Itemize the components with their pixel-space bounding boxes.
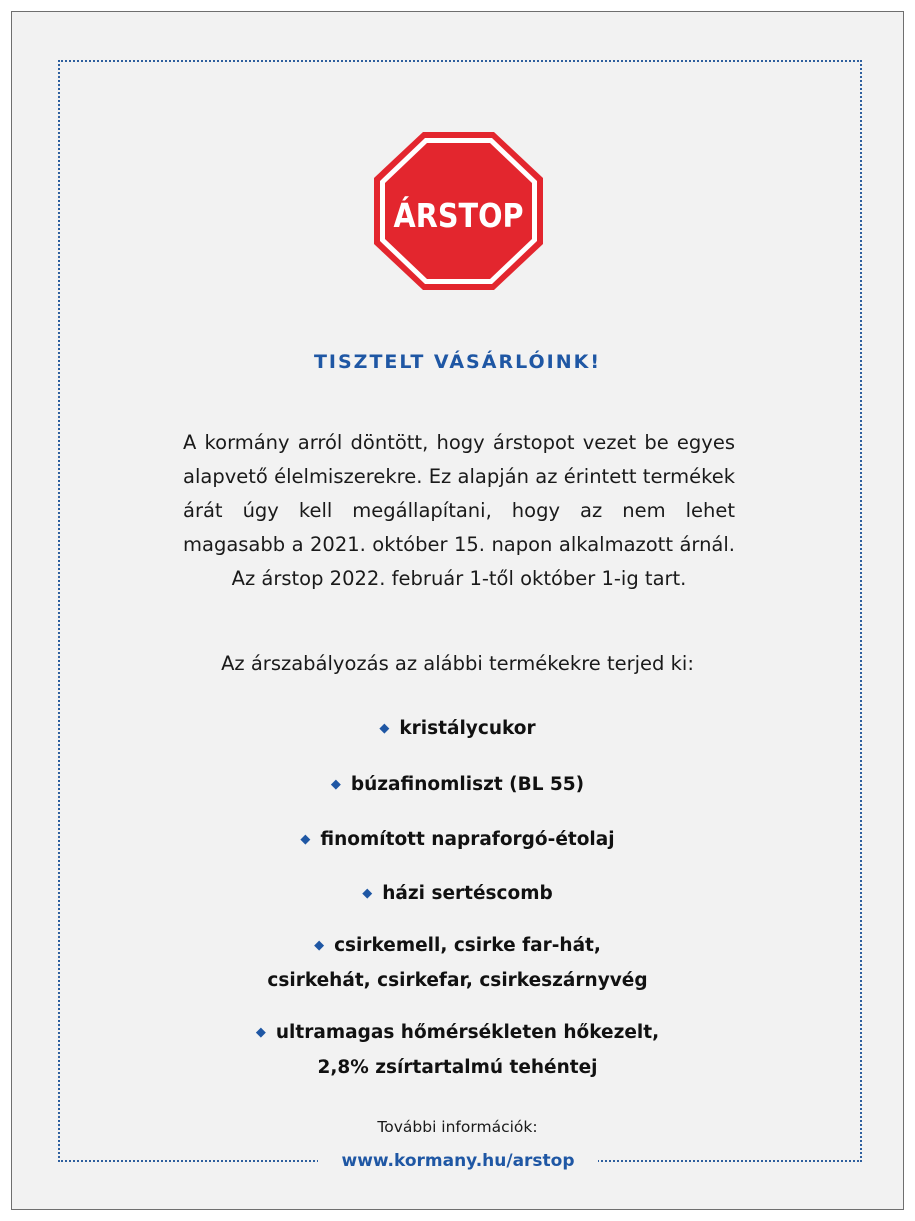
diamond-bullet-icon: ◆ <box>362 886 373 901</box>
product-line: kristálycukor <box>399 718 536 739</box>
product-item <box>0 768 915 803</box>
product-item <box>0 877 915 912</box>
product-item <box>0 1016 915 1084</box>
product-line: finomított napraforgó-étolaj <box>320 829 615 850</box>
diamond-bullet-icon: ◆ <box>330 777 341 792</box>
diamond-bullet-icon: ◆ <box>379 721 390 736</box>
diamond-bullet-icon: ◆ <box>300 832 311 847</box>
intro-paragraph: A kormány arról döntött, hogy árstopot vezet be egyes alapvető élelmiszerekre. Ez alapján az érintett termékek árát úgy kell megállapítani, hogy az nem lehet magasabb a 2021. október 15. napon alkalmazott árnál. Az árstop 2022. február 1-től október 1-ig tart. <box>183 431 735 590</box>
product-item <box>0 712 915 747</box>
arstop-stop-sign-logo <box>373 131 544 291</box>
scope-sentence: Az árszabályozás az alábbi termékekre terjed ki: <box>221 652 694 675</box>
product-item <box>0 823 915 858</box>
diamond-bullet-icon: ◆ <box>255 1025 266 1040</box>
stop-sign-text: ÁRSTOP <box>393 196 543 235</box>
product-item <box>0 929 915 997</box>
info-url-link[interactable]: www.kormany.hu/arstop <box>318 1145 598 1177</box>
greeting-heading: TISZTELT VÁSÁRLÓINK! <box>313 351 602 373</box>
product-line: csirkemell, csirke far-hát, <box>334 935 601 956</box>
product-line: 2,8% zsírtartalmú tehéntej <box>317 1057 598 1078</box>
product-line: házi sertéscomb <box>382 883 553 904</box>
product-line: búzafinomliszt (BL 55) <box>350 774 585 795</box>
product-line: csirkehát, csirkefar, csirkeszárnyvég <box>267 970 648 991</box>
product-line: ultramagas hőmérsékleten hőkezelt, <box>275 1022 660 1043</box>
more-info-label: További információk: <box>377 1118 538 1136</box>
diamond-bullet-icon: ◆ <box>314 938 325 953</box>
